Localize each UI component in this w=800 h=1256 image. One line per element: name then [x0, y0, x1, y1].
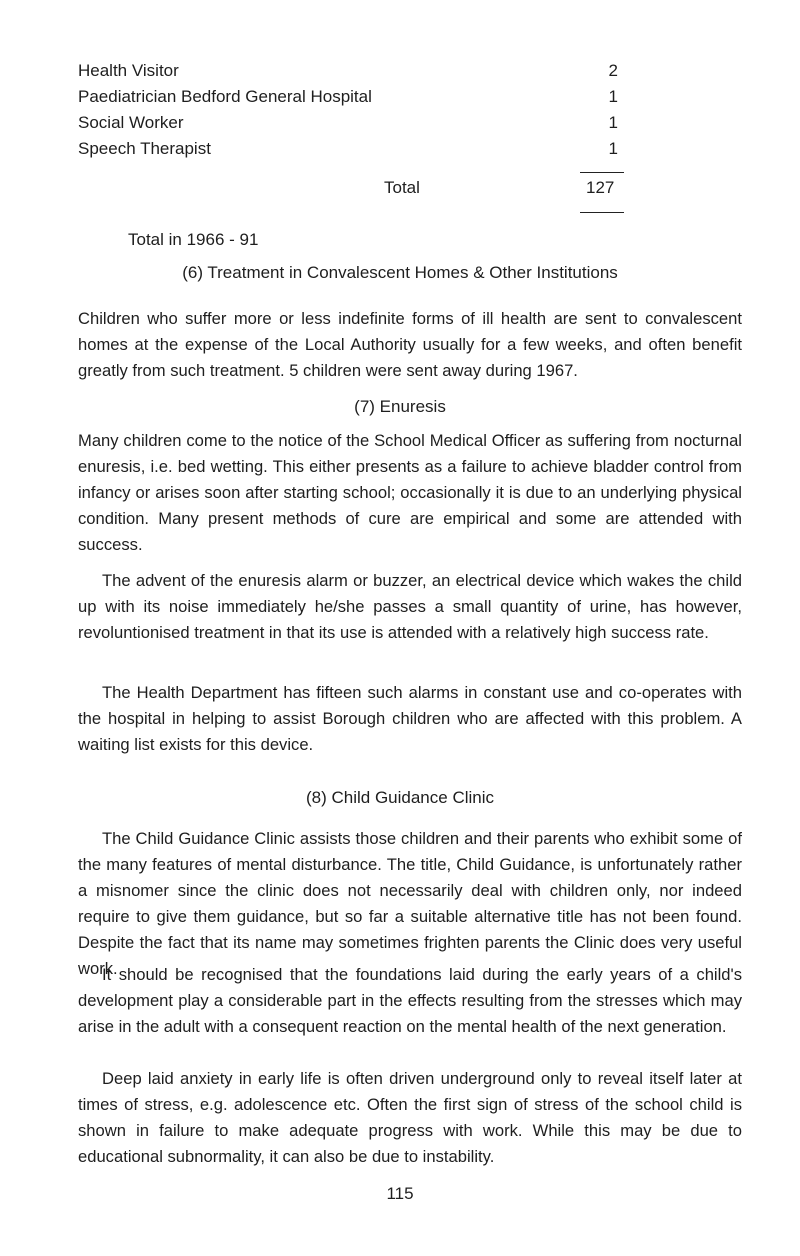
section-8-heading: (8) Child Guidance Clinic [305, 788, 495, 807]
total-value: 127 [586, 178, 615, 197]
referral-label: Paediatrician Bedford General Hospital [78, 87, 372, 106]
section-7-paragraph-1: Many children come to the notice of the School Medical Officer as suffering from nocturnal enuresis, i.e. bed wetting. This either presents as a failure to achieve bladder control from infancy or arises soon after starting school; occasionally it is due to an underlying physical condition. Many present methods of cure are empirical and some are attended with success. [78, 431, 742, 554]
referral-count: 1 [608, 139, 618, 158]
total-rule-bottom [580, 212, 624, 213]
section-8-paragraph-1: The Child Guidance Clinic assists those children and their parents who exhibit some of the many features of mental disturbance. The title, Child Guidance, is unfortunately rather a misnomer since the clinic does not necessarily deal with children only, nor indeed require to give them guidance, but so far a suitable alternative title has not been found. Despite the fact that its name may sometimes frighten parents the Clinic does very useful work. [78, 829, 742, 978]
section-8-paragraph-3: Deep laid anxiety in early life is often driven underground only to reveal itself later at times of stress, e.g. adolescence etc. Often the first sign of stress of the school child is shown in failure to make adequate progress with work. While this may be due to educational subnormality, it can also be due to instability. [78, 1069, 742, 1166]
referral-table [78, 58, 618, 162]
section-6-heading: (6) Treatment in Convalescent Homes & Other Institutions [182, 263, 618, 282]
referral-label: Health Visitor [78, 61, 179, 80]
referral-label: Speech Therapist [78, 139, 211, 158]
table-row [78, 136, 618, 162]
total-1966: Total in 1966 - 91 [128, 230, 259, 249]
total-label: Total [384, 178, 420, 197]
section-8-paragraph-2: It should be recognised that the foundations laid during the early years of a child's development play a considerable part in the effects resulting from the stresses which may arise in the adult with a consequent reaction on the mental health of the next generation. [78, 965, 742, 1036]
section-6-paragraph: Children who suffer more or less indefinite forms of ill health are sent to convalescent homes at the expense of the Local Authority usually for a few weeks, and often benefit greatly from such treatment. 5 children were sent away during 1967. [78, 309, 742, 380]
page-number: 115 [386, 1184, 414, 1203]
total-rule-top [580, 172, 624, 173]
referral-count: 2 [608, 61, 618, 80]
referral-count: 1 [608, 87, 618, 106]
section-7-heading: (7) Enuresis [354, 397, 446, 416]
section-7-paragraph-3: The Health Department has fifteen such alarms in constant use and co-operates with the hospital in helping to assist Borough children who are affected with this problem. A waiting list exists for this device. [78, 683, 742, 754]
referral-count: 1 [608, 113, 618, 132]
section-7-paragraph-2: The advent of the enuresis alarm or buzzer, an electrical device which wakes the child up with its noise immediately he/she passes a small quantity of urine, has however, revoluntionised treatment in that its use is attended with a relatively high success rate. [78, 571, 742, 642]
table-row [78, 110, 618, 136]
referral-label: Social Worker [78, 113, 184, 132]
table-row [78, 84, 618, 110]
table-row [78, 58, 618, 84]
